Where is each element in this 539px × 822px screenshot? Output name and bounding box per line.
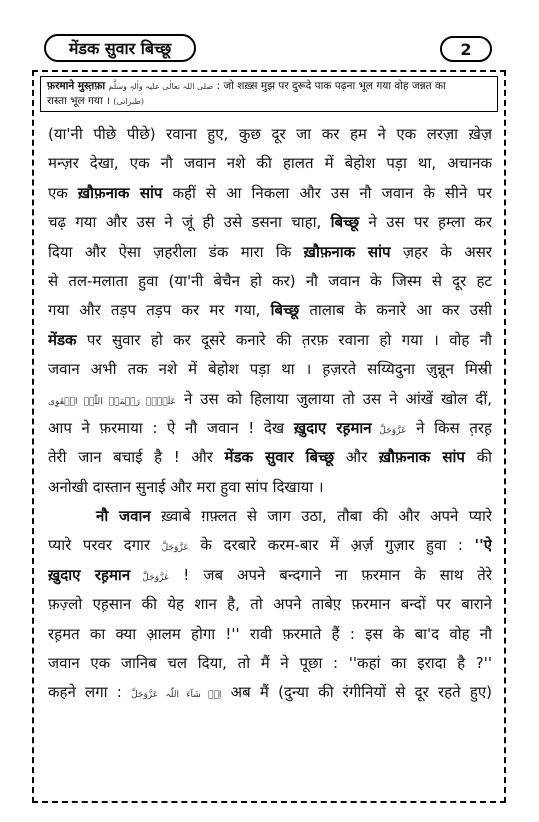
text-line: [48, 531, 492, 560]
emphasis-text: मेंडक सुवार बिच्छू: [224, 448, 335, 467]
text-line: [48, 208, 492, 237]
arabic-honorific: اِنۡ شَآءَ اللّٰہ عَزَّوَجَلَّ: [131, 690, 222, 701]
text-segment: प्यारे परवर दगार: [48, 536, 162, 555]
text-line: [48, 473, 492, 502]
book-title: मेंडक सुवार बिच्छू: [44, 34, 196, 62]
text-segment: जवान एक जानिब चल दिया, तो मैं ने पूछा : ''कहां का इरादा है ?'': [48, 654, 492, 673]
text-segment: (या'नी पीछे पीछे) रवाना हुए, कुछ दूर जा कर हम ने एक लरज़ा ख़ेज़: [48, 125, 492, 143]
text-segment: चढ़ गया और उस ने जूं ही उसे डसना चाहा,: [48, 213, 331, 232]
hadith-label: फ़रमाने मुस्त़फ़ा: [47, 80, 106, 92]
text-line: [48, 678, 492, 707]
text-segment: एक: [48, 183, 78, 202]
text-segment: आप ने फ़रमाया : ऐ नौ जवान ! देख: [48, 418, 294, 437]
text-segment: रह़मत का क्या आ़लम होगा !'' रावी फ़रमाते हैं : इस के बा'द वोह नौ: [48, 624, 492, 643]
arabic-honorific: عَزَّوَجَلَّ: [130, 572, 170, 583]
text-segment: से तल-मलाता हुवा (या'नी बेचैन हो कर) नौ जवान के जिस्म से दूर हट: [48, 271, 492, 290]
text-segment: कहने लगा :: [48, 683, 132, 702]
arabic-honorific: عَزَّوَجَلَّ: [161, 543, 189, 554]
text-segment: दिया और ऐसा ज़हरीला डंक मारा कि: [48, 242, 304, 261]
text-line: [48, 414, 492, 443]
text-segment: फ़ज़्लो एह़सान की येह शान है, तो अपने ताबेए़ फ़रमान बन्दों पर बाराने: [48, 595, 492, 614]
hadith-text-1: : जो शख़्स मुझ पर दुरूदे पाक पढ़ना भूल गया वोह जन्नत का: [216, 80, 446, 92]
text-segment: के दरबारे करम-बार में अ़र्ज़ गुज़ार हुवा :: [188, 536, 475, 555]
text-line: [48, 385, 492, 414]
text-line: [48, 561, 492, 590]
text-line: [48, 502, 492, 531]
emphasis-text: ख़ुदाए रह़मान: [48, 565, 131, 584]
text-line: [48, 296, 492, 325]
emphasis-text: बिच्छू: [330, 213, 360, 232]
text-line: [48, 179, 492, 208]
text-line: [48, 120, 492, 149]
hadith-text-2: रास्ता भूल गया ।: [47, 95, 111, 107]
text-segment: तेरी जान बचाई है ! और: [48, 448, 225, 467]
text-segment: कहीं से आ निकला और उस नौ जवान के सीने पर: [162, 183, 492, 202]
page-number: 2: [440, 36, 492, 62]
emphasis-text: ख़ौफ़नाक सांप: [303, 242, 391, 261]
emphasis-text: ख़ौफ़नाक सांप: [77, 183, 163, 202]
emphasis-text: ख़ुदाए रह़मान: [293, 418, 372, 437]
text-line: [48, 149, 492, 178]
text-line: [48, 590, 492, 619]
text-segment: ने उस पर ह़म्ला कर: [359, 213, 492, 232]
text-segment: ! जब अपने बन्दगाने ना फ़रमान के साथ तेरे: [169, 565, 492, 584]
hadith-box: [40, 76, 498, 112]
text-segment: पर सुवार हो कर दूसरे कनारे की त़रफ़ रवाना हो गया । वोह नौ: [76, 330, 492, 349]
text-line: [48, 326, 492, 355]
text-segment: गया और तड़प तड़प कर मर गया,: [48, 301, 271, 320]
arabic-honorific: عَلَیۡہِ رَحۡمَۃُ اللّٰہِ الۡقَوِی: [48, 396, 176, 407]
text-segment: अनोखी दास्तान सुनाई और मरा हुवा सांप दिखाया ।: [48, 477, 324, 496]
emphasis-text: नौ जवान: [96, 507, 151, 526]
text-segment: मन्ज़र देखा, एक नौ जवान नशे की हालत में बेहोश पड़ा था, अचानक: [48, 154, 492, 173]
text-line: [48, 267, 492, 296]
hadith-source: (طبرانی): [113, 97, 144, 106]
text-segment: की: [464, 448, 492, 467]
text-segment: अब मैं (दुन्या की रंगीनियों से दूर रहते हुए): [221, 683, 492, 702]
emphasis-text: ''ऐ: [474, 536, 492, 555]
emphasis-text: बिच्छू: [270, 301, 300, 320]
emphasis-text: ख़ौफ़नाक सांप: [378, 448, 465, 467]
text-segment: ने उस को हिलाया जुलाया तो उस ने आंखें खोल दीं,: [175, 389, 492, 408]
text-segment: जवान अभी तक नशे में बेहोश पड़ा था । ह़ज़रते सय्यिदुना ज़ुन्नून मिस्री: [48, 360, 492, 379]
text-line: [48, 620, 492, 649]
body-text: [48, 120, 492, 708]
text-segment: और: [334, 448, 379, 467]
text-line: [48, 443, 492, 472]
text-line: [48, 355, 492, 384]
text-segment: ख़्वाबे ग़फ़्लत से जाग उठा, तौबा की और अपने प्यारे: [150, 507, 492, 526]
text-line: [48, 238, 492, 267]
text-segment: ज़हर के असर: [390, 242, 492, 261]
text-segment: ने किस त़रह़: [406, 418, 492, 437]
honorific-text: صلی اللہ تعالٰی علیہ واٰلہٖ وسلَّم: [108, 82, 214, 91]
text-segment: तालाब के कनारे आ कर उसी: [299, 301, 492, 320]
emphasis-text: मेंडक: [48, 330, 77, 349]
text-line: [48, 649, 492, 678]
arabic-honorific: عَزَّوَجَلَّ: [371, 425, 407, 436]
